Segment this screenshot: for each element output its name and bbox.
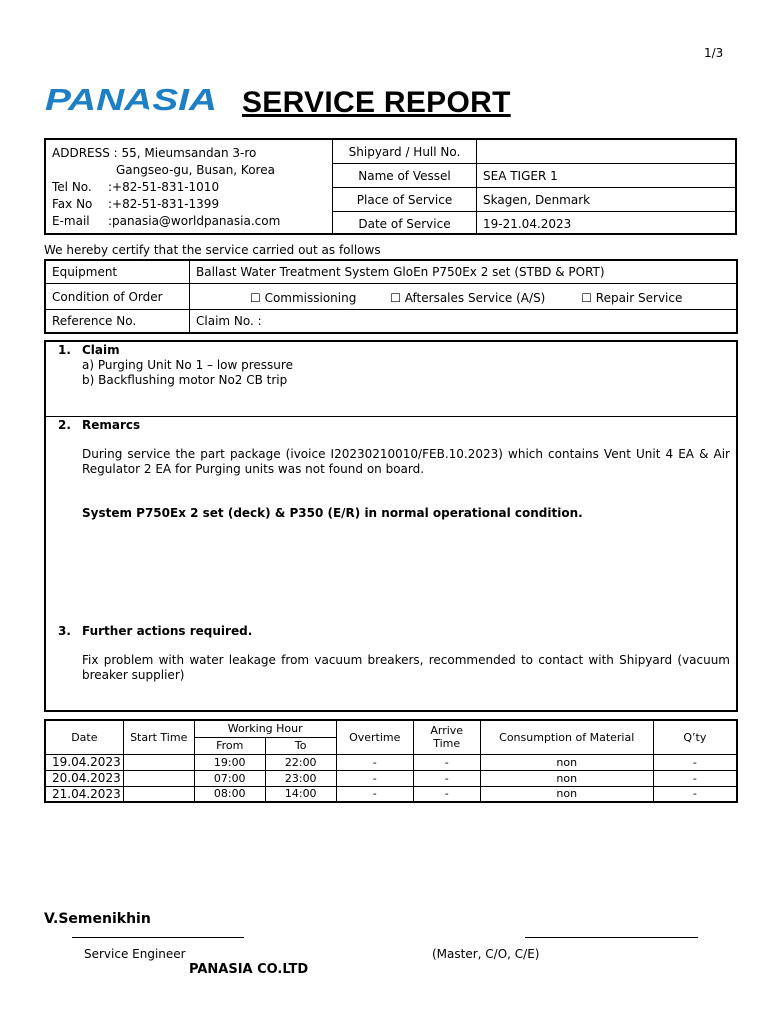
equipment-row — [45, 260, 737, 284]
vessel-row — [333, 164, 738, 188]
vessel-row — [333, 188, 738, 212]
col-date: Date — [45, 720, 123, 754]
email-label: E-mail — [52, 214, 90, 228]
reference-row — [45, 310, 737, 334]
engineer-signature-line — [72, 937, 244, 938]
remarks-paragraph: During service the part package (ivoice I20230210010/FEB.10.2023) which contains Vent Unit 4 EA & Air Regulator 2 EA for Purging units was not found on board. — [82, 447, 730, 476]
col-qty: Q’ty — [653, 720, 737, 754]
table-row — [45, 770, 737, 786]
vessel-label: Place of Service — [333, 188, 477, 212]
cell-consumption: non — [480, 754, 653, 770]
vessel-row — [333, 140, 738, 164]
report-body — [44, 340, 738, 712]
cell-from: 07:00 — [194, 770, 265, 786]
reference-label: Reference No. — [45, 310, 190, 334]
panasia-logo — [45, 84, 221, 121]
cell-date: 19.04.2023 — [45, 754, 123, 770]
master-signature-line — [525, 937, 698, 938]
repair-service-checkbox[interactable]: ☐ Repair Service — [581, 291, 683, 305]
remarks-status: System P750Ex 2 set (deck) & P350 (E/R) in normal operational condition. — [82, 506, 583, 520]
cell-start — [123, 754, 194, 770]
cell-from: 19:00 — [194, 754, 265, 770]
fax-label: Fax No — [52, 197, 93, 211]
vessel-label: Date of Service — [333, 212, 477, 236]
tel-label: Tel No. — [52, 180, 92, 194]
equipment-value: Ballast Water Treatment System GloEn P750Ex 2 set (STBD & PORT) — [190, 260, 738, 284]
table-row — [45, 786, 737, 802]
equipment-label: Equipment — [45, 260, 190, 284]
vessel-value: 19-21.04.2023 — [477, 212, 738, 236]
col-overtime: Overtime — [336, 720, 413, 754]
aftersales-checkbox[interactable]: ☐ Aftersales Service (A/S) — [390, 291, 546, 305]
address-line1: 55, Mieumsandan 3-ro — [121, 146, 257, 160]
cell-overtime: - — [336, 770, 413, 786]
section-number: 2. — [58, 418, 71, 432]
cell-arrive: - — [413, 770, 480, 786]
commissioning-checkbox[interactable]: ☐ Commissioning — [250, 291, 357, 305]
cell-arrive: - — [413, 754, 480, 770]
condition-row — [45, 284, 737, 310]
condition-label: Condition of Order — [45, 284, 190, 310]
cell-start — [123, 786, 194, 802]
col-to: To — [265, 737, 336, 754]
tel-value: +82-51-831-1010 — [112, 180, 220, 194]
claim-item: b) Backflushing motor No2 CB trip — [82, 373, 288, 387]
company-address-block: ADDRESS : 55, Mieumsandan 3-ro Gangseo-gu, Busan, Korea Tel No. : +82-51-831-1010 Fax No : +82-51-831-1399 E-mail : panasia@worldpanasia.com — [52, 146, 281, 228]
col-from: From — [194, 737, 265, 754]
fax-value: +82-51-831-1399 — [112, 197, 220, 211]
cell-date: 20.04.2023 — [45, 770, 123, 786]
cell-qty: - — [653, 754, 737, 770]
vessel-label: Shipyard / Hull No. — [333, 140, 477, 164]
col-arrive-time: Arrive Time — [413, 720, 480, 754]
address-label: ADDRESS — [52, 146, 110, 160]
remarks-heading: Remarcs — [82, 418, 141, 432]
vessel-value: Skagen, Denmark — [477, 188, 738, 212]
vessel-value: SEA TIGER 1 — [477, 164, 738, 188]
claim-heading: Claim — [82, 343, 120, 357]
further-actions-heading: Further actions required. — [82, 624, 253, 638]
svg-text:PANASIA: PANASIA — [45, 84, 217, 117]
cell-consumption: non — [480, 770, 653, 786]
cell-start — [123, 770, 194, 786]
cell-to: 23:00 — [265, 770, 336, 786]
cell-to: 22:00 — [265, 754, 336, 770]
claim-no-label: Claim No. : — [190, 310, 738, 334]
address-line2: Gangseo-gu, Busan, Korea — [116, 163, 275, 177]
cell-to: 14:00 — [265, 786, 336, 802]
cell-from: 08:00 — [194, 786, 265, 802]
page-number: 1/3 — [704, 46, 724, 60]
vessel-value — [477, 140, 738, 164]
cell-qty: - — [653, 786, 737, 802]
company-name: PANASIA CO.LTD — [189, 962, 309, 977]
engineer-label: Service Engineer — [84, 947, 186, 961]
vessel-row — [333, 212, 738, 236]
equipment-table — [44, 259, 738, 334]
section-number: 3. — [58, 624, 71, 638]
cell-arrive: - — [413, 786, 480, 802]
col-start-time: Start Time — [123, 720, 194, 754]
master-label: (Master, C/O, C/E) — [432, 947, 540, 961]
col-working-hour: Working Hour — [194, 720, 336, 737]
page-title: SERVICE REPORT — [242, 86, 511, 119]
header-info-box — [44, 138, 737, 235]
cell-qty: - — [653, 770, 737, 786]
email-value: panasia@worldpanasia.com — [112, 214, 281, 228]
further-actions-paragraph: Fix problem with water leakage from vacuum breakers, recommended to contact with Shipyard (vacuum breaker supplier) — [82, 653, 730, 682]
vessel-info-table — [332, 140, 737, 235]
vessel-label: Name of Vessel — [333, 164, 477, 188]
cell-date: 21.04.2023 — [45, 786, 123, 802]
engineer-name: V.Semenikhin — [44, 911, 151, 927]
claim-item: a) Purging Unit No 1 – low pressure — [82, 358, 293, 372]
work-hours-table — [44, 719, 738, 803]
cell-overtime: - — [336, 786, 413, 802]
section-divider — [46, 416, 736, 417]
col-consumption: Consumption of Material — [480, 720, 653, 754]
cell-overtime: - — [336, 754, 413, 770]
cell-consumption: non — [480, 786, 653, 802]
table-row — [45, 754, 737, 770]
section-number: 1. — [58, 343, 71, 357]
certify-text: We hereby certify that the service carried out as follows — [44, 243, 381, 257]
